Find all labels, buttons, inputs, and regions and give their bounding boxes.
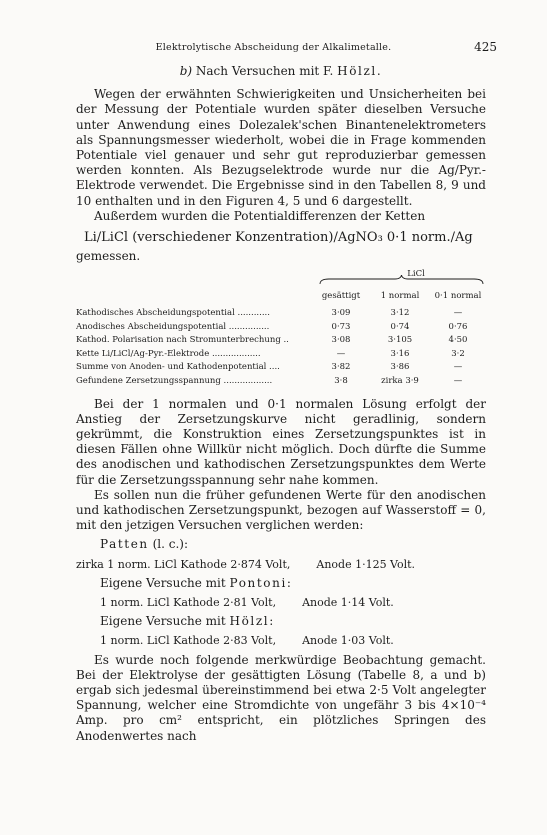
table-cell: 0·76 — [448, 321, 468, 332]
pontoni-intro: Eigene Versuche mit — [100, 575, 226, 590]
table-header-row — [76, 290, 486, 307]
patten-reference: (l. c.): — [152, 537, 189, 552]
patten-cathode: zirka 1 norm. LiCl Kathode 2·874 Volt, — [76, 557, 291, 571]
table-group-label: LiCl — [407, 269, 425, 280]
table-cell: 3·2 — [451, 348, 465, 359]
running-head: Elektrolytische Abscheidung der Alkalimetalle. — [155, 42, 392, 53]
column-header-0-1-normal: 0·1 normal — [434, 291, 482, 302]
hoelzl-heading — [76, 614, 486, 629]
potential-table-grid — [76, 290, 486, 388]
pontoni-anode: Anode 1·14 Volt. — [302, 596, 394, 610]
table-cell: 0·73 — [331, 321, 351, 332]
table-row — [76, 361, 486, 375]
table-row — [76, 348, 486, 362]
table-cell: 3·8 — [334, 376, 348, 386]
paragraph-2: Außerdem wurden die Potentialdifferenzen der Ketten — [94, 208, 426, 223]
row-label: Anodisches Abscheidungspotential ............... — [76, 321, 270, 332]
pontoni-cathode: 1 norm. LiCl Kathode 2·81 Volt, — [100, 596, 277, 610]
section-letter: b) — [179, 64, 193, 78]
table-cell: zirka 3·9 — [381, 376, 419, 386]
paragraph-4: Bei der 1 normalen und 0·1 normalen Lösung erfolgt der Anstieg der Zersetzungskurve nicht geradlinig, sondern gekrümmt, die Konstruktion eines Zersetzungspunktes ist in diesen Fällen ohne Willkür nicht möglich. Doch dürfte die Summe des anodischen und kathodischen Zersetzungspunktes dem Werte für die Zersetzungsspannung sehr nahe kommen. — [76, 396, 486, 487]
patten-name: Patten — [100, 537, 149, 552]
paragraph-6: Es wurde noch folgende merkwürdige Beobachtung gemacht. Bei der Elektrolyse der gesättigten Lösung (Tabelle 8, a und b) ergab sich jedesmal übereinstimmend bei etwa 2·5 Volt angelegter Spannung, welcher eine Stromdichte von ungefähr 3 bis 4×10⁻⁴ Amp. pro cm² entspricht, ein plötzliches Springen des Anodenwertes nach — [76, 652, 486, 743]
cell-formula: Li/LiCl (verschiedener Konzentration)/AgNO₃ 0·1 norm./Ag — [84, 230, 473, 246]
page-number: 425 — [474, 40, 497, 54]
patten-values — [76, 557, 486, 572]
hoelzl-anode: Anode 1·03 Volt. — [302, 634, 394, 648]
section-title-text: Nach Versuchen mit F. — [195, 64, 334, 78]
hoelzl-cathode: 1 norm. LiCl Kathode 2·83 Volt, — [100, 634, 277, 648]
table-cell: 3·105 — [387, 335, 413, 346]
hoelzl-name: Hölzl: — [229, 614, 275, 629]
column-header-saturated: gesättigt — [321, 291, 361, 302]
row-label: Kathodisches Abscheidungspotential ............ — [76, 308, 270, 319]
table-row — [76, 307, 486, 321]
table-cell: 3·12 — [390, 308, 410, 319]
paragraph-5: Es sollen nun die früher gefundenen Werte für den anodischen und kathodischen Zersetzungspunkt, bezogen auf Wasserstoff = 0, mit den jetzigen Versuchen verglichen werden: — [76, 487, 486, 533]
table-cell: — — [336, 348, 346, 359]
group-brace — [319, 275, 484, 285]
table-cell: 3·08 — [331, 335, 351, 346]
column-header-1-normal: 1 normal — [380, 291, 420, 302]
pontoni-heading — [76, 576, 486, 591]
patten-anode: Anode 1·125 Volt. — [316, 557, 416, 571]
section-title — [76, 64, 486, 79]
table-cell: — — [453, 308, 463, 319]
hoelzl-intro: Eigene Versuche mit — [100, 614, 226, 629]
table-row — [76, 321, 486, 335]
table-cell: 4·50 — [448, 335, 468, 346]
page-header — [0, 40, 547, 56]
row-label: Kette Li/LiCl/Ag-Pyr.-Elektrode .................. — [76, 348, 261, 359]
table-row — [76, 375, 486, 389]
hoelzl-values — [76, 633, 486, 648]
pontoni-values — [76, 595, 486, 610]
table-header-empty — [76, 290, 312, 307]
table-cell: — — [453, 376, 463, 386]
table-cell: 3·86 — [390, 362, 410, 373]
potential-table — [76, 268, 486, 388]
table-group-header — [76, 268, 486, 290]
table-cell: 3·16 — [390, 348, 410, 359]
row-label: Kathod. Polarisation nach Stromunterbrechung .. — [76, 335, 289, 346]
paragraph-1: Wegen der erwähnten Schwierigkeiten und Unsicherheiten bei der Messung der Potentiale wurden später dieselben Versuche unter Anwendung eines Dolezalek'schen Binantenelektrometers als Spannungsmesser wiederholt, wobei die in Frage kommenden Potentiale viel genauer und sehr gut reproduzierbar gemessen werden konnten. Als Bezugselektrode wurde nur die Ag/Pyr.-Elektrode verwendet. Die Ergebnisse sind in den Tabellen 8, 9 und 10 enthalten und in den Figuren 4, 5 und 6 dargestellt. — [76, 87, 486, 208]
paragraph-3: gemessen. — [76, 249, 141, 264]
table-row — [76, 334, 486, 348]
pontoni-name: Pontoni: — [229, 575, 293, 590]
patten-heading — [76, 537, 486, 552]
row-label: Summe von Anoden- und Kathodenpotential .... — [76, 362, 280, 373]
table-cell: — — [453, 362, 463, 373]
table-cell: 3·09 — [331, 308, 351, 319]
section-title-name: Hölzl. — [337, 64, 383, 78]
table-cell: 0·74 — [390, 321, 410, 332]
table-cell: 3·82 — [331, 362, 351, 373]
row-label: Gefundene Zersetzungsspannung .................. — [76, 376, 273, 386]
page-content — [76, 64, 486, 744]
